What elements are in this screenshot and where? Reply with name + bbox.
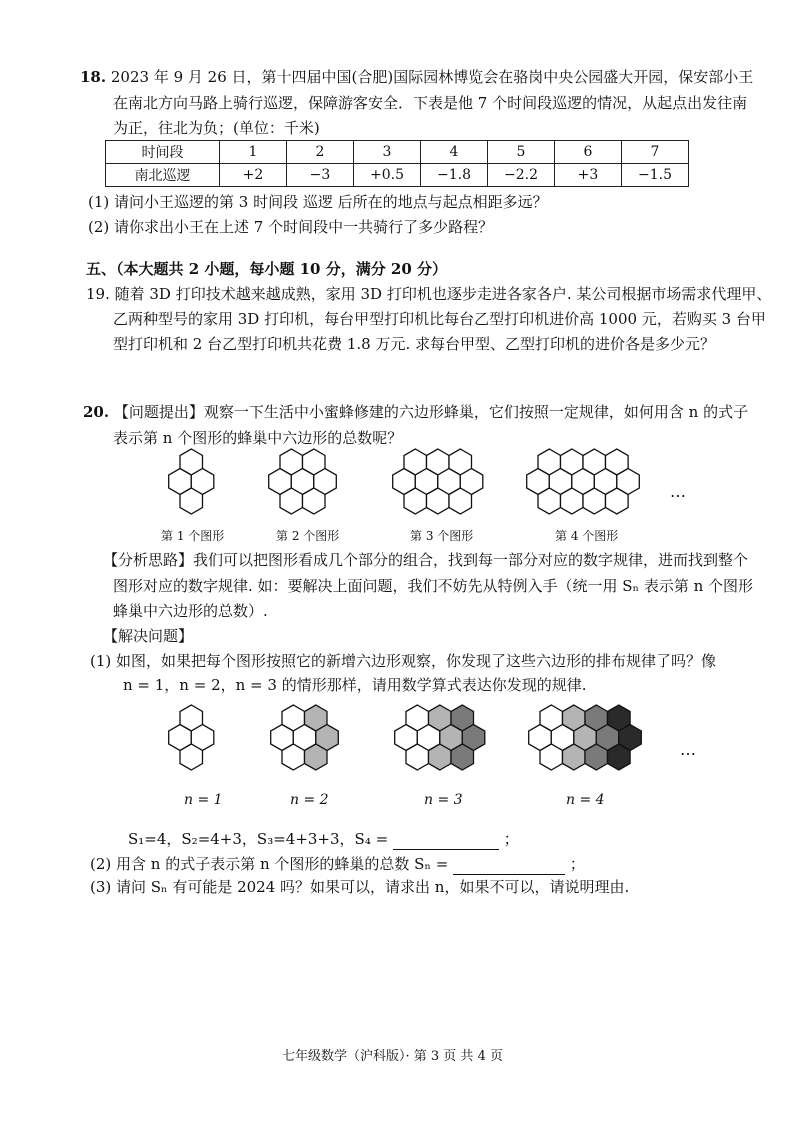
q18-sub2: (2) 请你求出小王在上述 7 个时间段中一共骑行了多少路程？ [88,218,494,236]
section-heading: 五、（本大题共 2 小题，每小题 10 分，满分 20 分） [86,260,448,278]
hexagon-cell [540,744,563,770]
q18-sub1: (1) 请问小王巡逻的第 3 时间段 巡逻 后所在的地点与起点相距多远？ [88,193,548,211]
hexagon-cell [305,744,328,770]
q18-number: 18. [80,68,107,86]
part1-line2: n = 1，n = 2，n = 3 的情形那样，请用数学算式表达你发现的规律. [123,676,587,694]
part2-text: (2) 用含 n 的式子表示第 n 个图形的蜂巢的总数 Sₙ = [90,855,449,873]
hexagon-cell [282,744,305,770]
n-label-3: n = 3 [424,792,463,808]
figure-caption-1: 第 1 个图形 [161,529,225,543]
figure-caption-2: 第 2 个图形 [276,529,340,543]
table-cell: 7 [622,141,689,164]
table-cell: 5 [488,141,555,164]
table-cell: 4 [421,141,488,164]
n-label-1: n = 1 [184,792,223,808]
q18-text-1: 2023 年 9 月 26 日，第十四届中国(合肥)国际园林博览会在骆岗中央公园盛大开园，保安部小王 [110,68,754,86]
table-cell: +2 [220,164,287,187]
part1-line1: (1) 如图，如果把每个图形按照它的新增六边形观察，你发现了这些六边形的排布规律了吗？像 [90,652,717,670]
formula-text: S₁=4，S₂=4+3，S₃=4+3+3，S₄ = [128,830,389,848]
q19-line1: 19. 随着 3D 打印技术越来越成熟，家用 3D 打印机也逐步走进各家各户. 某公司根据市场需求代理甲、 [86,285,772,303]
q19-line3: 型打印机和 2 台乙型打印机共花费 1.8 万元. 求每台甲型、乙型打印机的进价各是多少元？ [113,335,716,353]
hexagon-cell [180,744,203,770]
q20-text-1: 【问题提出】观察一下生活中小蜜蜂修建的六边形蜂巢，它们按照一定规律，如何用含 n 的式子 [113,403,749,421]
ellipsis-1: … [670,482,686,501]
n-label-4: n = 4 [566,792,605,808]
analysis-line3: 蜂巢中六边形的总数）. [113,602,268,620]
table-row-label: 南北巡逻 [106,164,220,187]
q19-line2: 乙两种型号的家用 3D 打印机，每台甲型打印机比每台乙型打印机进价高 1000 元，若购买 3 台甲 [113,310,766,328]
analysis-line2: 图形对应的数字规律. 如：要解决上面问题，我们不妨先从特例入手（统一用 Sₙ 表示第 n 个图形 [113,577,754,595]
answer-blank-sn[interactable] [453,860,565,875]
ellipsis-2: … [680,740,696,759]
q18-line2: 在南北方向马路上骑行巡逻，保障游客安全．下表是他 7 个时间段巡逻的情况，从起点出发往南 [113,94,748,112]
hexagon-cell [406,744,429,770]
hexagon-cell [585,744,608,770]
hexagon-cell [451,744,474,770]
table-cell: 2 [287,141,354,164]
table-cell: 3 [354,141,421,164]
table-header-label: 时间段 [106,141,220,164]
table-cell: 1 [220,141,287,164]
table-cell: −3 [287,164,354,187]
hexagon-cell [563,744,586,770]
formula-end: ； [503,830,519,848]
figure-caption-4: 第 4 个图形 [555,529,619,543]
q18-line3: 为正，往北为负；(单位：千米) [113,119,320,137]
table-cell: +3 [555,164,622,187]
analysis-line1: 【分析思路】我们可以把图形看成几个部分的组合，找到每一部分对应的数字规律，进而找到整个 [103,551,749,569]
part2-end: ； [569,855,585,873]
q20-line2: 表示第 n 个图形的蜂巢中六边形的总数呢？ [113,429,403,447]
q20-number: 20. [83,403,110,421]
hexagon-cell [429,744,452,770]
table-cell: +0.5 [354,164,421,187]
answer-blank-s4[interactable] [393,835,499,850]
table-cell: −1.5 [622,164,689,187]
table-cell: −2.2 [488,164,555,187]
n-label-2: n = 2 [290,792,329,808]
hexagon-cell [608,744,631,770]
part2-line [90,853,585,875]
formula-line [128,828,519,850]
part3-line: (3) 请问 Sₙ 有可能是 2024 吗？如果可以，请求出 n，如果不可以，请说明理由. [90,878,630,896]
figure-caption-3: 第 3 个图形 [410,529,474,543]
table-cell: −1.8 [421,164,488,187]
table-cell: 6 [555,141,622,164]
page-footer: 七年级数学（沪科版）· 第 3 页 共 4 页 [282,1049,503,1064]
solve-heading: 【解决问题】 [103,627,194,645]
